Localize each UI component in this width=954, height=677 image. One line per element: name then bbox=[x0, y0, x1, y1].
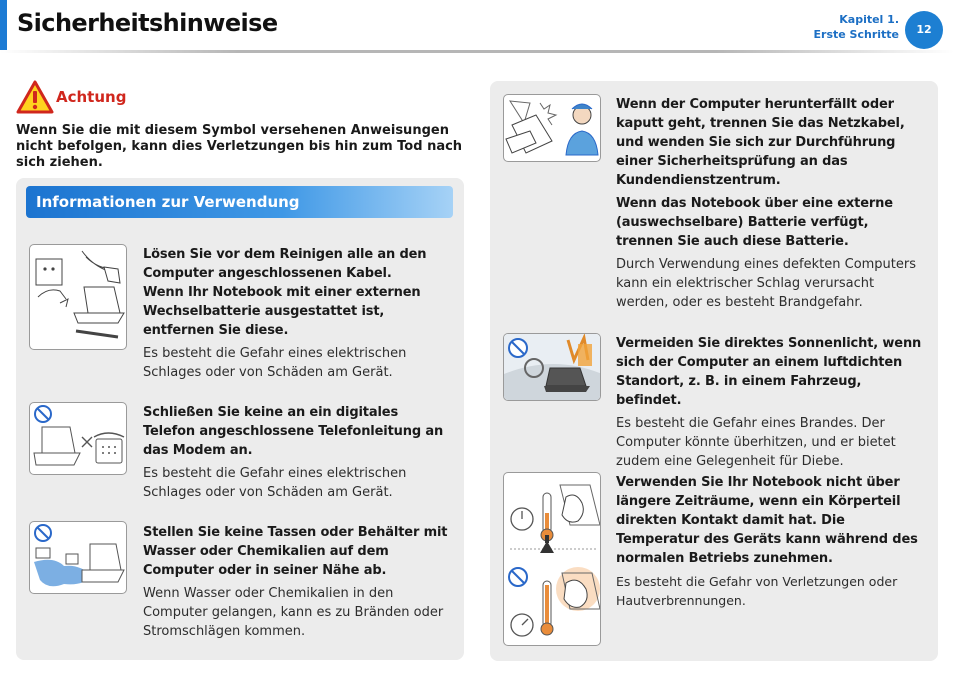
unplug-cables-illustration bbox=[29, 244, 127, 350]
skin-contact-heat-illustration bbox=[503, 472, 601, 646]
tip-item-3-instruction: Verwenden Sie Ihr Notebook nicht über längere Zeiträume, wenn ein Körperteil direkten Kontakt damit hat. Die Temperatur des Geräts kann während des normalen Betriebs zunehmen. bbox=[616, 475, 918, 566]
tip-item-2 bbox=[616, 334, 928, 471]
digital-phone-modem-illustration bbox=[29, 402, 127, 475]
tip-item-1-battery-note: Wenn das Notebook über eine externe (auswechselbare) Batterie verfügt, trennen Sie auch diese Batterie. bbox=[616, 196, 893, 249]
info-item-3-risk: Wenn Wasser oder Chemikalien in den Computer gelangen, kann es zu Bränden oder Stromschlägen kommen. bbox=[143, 586, 444, 639]
header-divider bbox=[0, 50, 954, 53]
info-item-2-risk: Es besteht die Gefahr eines elektrischen Schlages oder von Schäden am Gerät. bbox=[143, 466, 407, 500]
page-title: Sicherheitshinweise bbox=[17, 9, 278, 37]
tip-item-1 bbox=[616, 95, 928, 312]
section-title: Informationen zur Verwendung bbox=[26, 186, 453, 218]
page-header bbox=[0, 0, 954, 56]
page-number-badge: 12 bbox=[905, 11, 943, 49]
tip-item-3-risk: Es besteht die Gefahr von Verletzungen oder Hautverbrennungen. bbox=[616, 574, 898, 608]
header-accent-bar bbox=[0, 0, 7, 50]
info-item-3-instruction: Stellen Sie keine Tassen oder Behälter mit Wasser oder Chemikalien auf dem Computer oder in seiner Nähe ab. bbox=[143, 525, 448, 578]
info-item-2 bbox=[143, 403, 453, 502]
info-item-1-instruction: Lösen Sie vor dem Reinigen alle an den Computer angeschlossenen Kabel. Wenn Ihr Notebook mit einer externen Wechselbatterie ausgestattet ist, entfernen Sie diese. bbox=[143, 247, 427, 338]
tip-item-2-instruction: Vermeiden Sie direktes Sonnenlicht, wenn sich der Computer an einem luftdichten Standort, z. B. in einem Fahrzeug, befindet. bbox=[616, 336, 922, 408]
warning-triangle-icon bbox=[16, 80, 54, 114]
safety-tips-panel bbox=[490, 81, 938, 661]
tip-item-2-risk: Es besteht die Gefahr eines Brandes. Der Computer könnte überhitzen, und er bietet zudem eine Gelegenheit für Diebe. bbox=[616, 416, 896, 469]
liquid-spill-illustration bbox=[29, 521, 127, 594]
tip-item-1-risk: Durch Verwendung eines defekten Computers kann ein elektrischer Schlag verursacht werden, oder es besteht Brandgefahr. bbox=[616, 257, 917, 310]
sunlight-car-illustration bbox=[503, 333, 601, 401]
chapter-number: Kapitel 1. bbox=[839, 13, 899, 26]
usage-info-panel bbox=[16, 178, 464, 660]
warning-label: Achtung bbox=[56, 88, 127, 106]
info-item-1-risk: Es besteht die Gefahr eines elektrischen Schlages oder von Schäden am Gerät. bbox=[143, 346, 407, 380]
info-item-2-instruction: Schließen Sie keine an ein digitales Telefon angeschlossene Telefonleitung an das Modem an. bbox=[143, 405, 444, 458]
chapter-title: Erste Schritte bbox=[813, 28, 899, 41]
info-item-1 bbox=[143, 245, 453, 382]
dropped-computer-illustration bbox=[503, 94, 601, 162]
warning-text: Wenn Sie die mit diesem Symbol versehenen Anweisungen nicht befolgen, kann dies Verletzungen bis hin zum Tod nach sich ziehen. bbox=[16, 123, 463, 170]
chapter-label bbox=[814, 12, 899, 42]
tip-item-3 bbox=[616, 473, 928, 610]
tip-item-1-instruction: Wenn der Computer herunterfällt oder kaputt geht, trennen Sie das Netzkabel, und wenden Sie sich zur Durchführung einer Sicherheitsprüfung an das Kundendienstzentrum. bbox=[616, 97, 905, 188]
info-item-3 bbox=[143, 523, 453, 641]
